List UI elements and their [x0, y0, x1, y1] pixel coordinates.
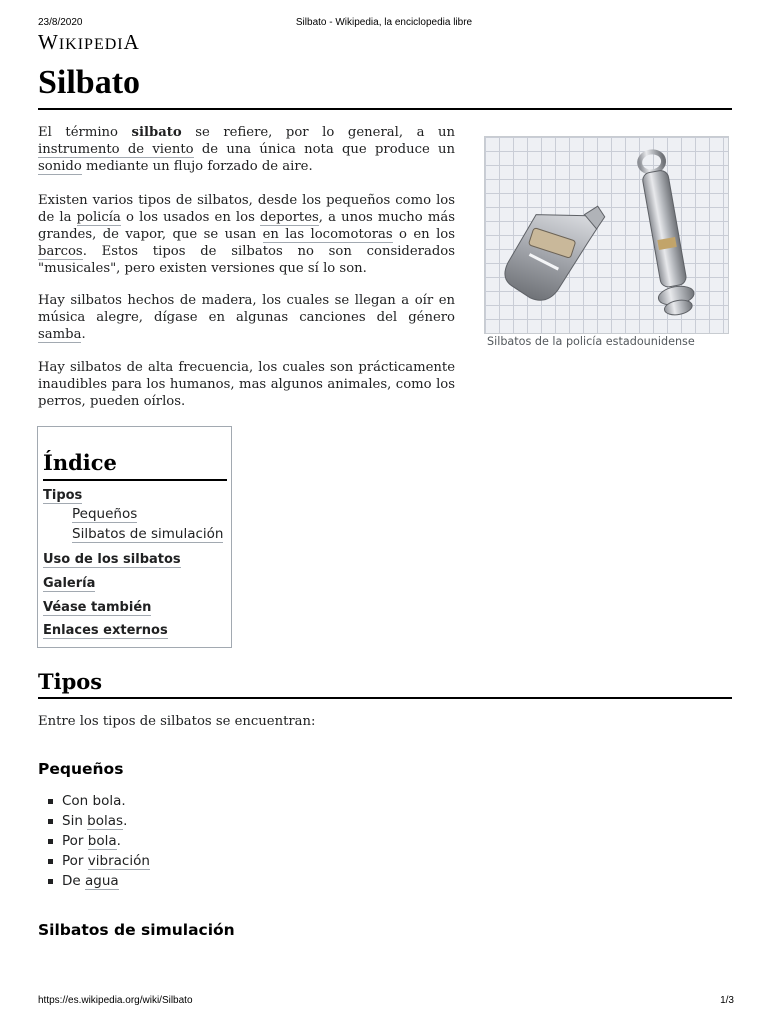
link-locomotoras[interactable]: en las locomotoras [262, 227, 393, 242]
long-whistle [633, 149, 697, 318]
print-date: 23/8/2020 [38, 17, 83, 28]
link-sonido[interactable]: sonido [38, 159, 82, 174]
link-vibracion[interactable]: vibración [87, 853, 150, 869]
toc-item-galeria[interactable]: Galería [43, 576, 96, 591]
tipos-intro: Entre los tipos de silbatos se encuentran: [38, 714, 316, 729]
list-item: Sin bolas. [46, 811, 150, 831]
list-item: De agua [46, 871, 150, 891]
small-whistle [499, 185, 607, 312]
section-divider-tipos [38, 697, 732, 699]
toc-title: Índice [43, 450, 117, 475]
link-policia[interactable]: policía [76, 210, 121, 225]
intro-paragraph-3: Hay silbatos hechos de madera, los cuales se llegan a oír en música alegre, dígase en algunas canciones del género samba. [38, 293, 455, 342]
pequenos-list [46, 791, 150, 891]
link-deportes[interactable]: deportes [259, 210, 319, 225]
print-page-title: Silbato - Wikipedia, la enciclopedia libre [295, 17, 473, 28]
title-divider [38, 108, 732, 110]
toc-divider [43, 479, 227, 481]
toc-item-vease[interactable]: Véase también [43, 600, 152, 615]
whistles-illustration [485, 137, 728, 333]
logo-letter-w: W [38, 30, 59, 54]
toc-item-uso[interactable]: Uso de los silbatos [43, 552, 181, 567]
toc-item-enlaces[interactable]: Enlaces externos [43, 623, 168, 638]
whistles-image[interactable] [484, 136, 729, 334]
toc-item-simulacion[interactable]: Silbatos de simulación [72, 526, 224, 542]
image-caption: Silbatos de la policía estadounidense [487, 335, 695, 348]
link-barcos[interactable]: barcos [38, 244, 83, 259]
logo-letter-a: A [123, 30, 140, 54]
toc-item-pequenos[interactable]: Pequeños [72, 506, 138, 522]
list-item: Con bola. [46, 791, 150, 811]
wikipedia-logo[interactable] [38, 30, 140, 55]
intro-paragraph-1: El término silbato se refiere, por lo general, a un instrumento de viento de una única nota que produce un sonido mediante un flujo forzado de aire. [38, 125, 456, 174]
list-item: Por bola. [46, 831, 150, 851]
link-agua[interactable]: agua [85, 873, 119, 889]
link-bola[interactable]: bola [87, 833, 117, 849]
page-title: Silbato [38, 64, 141, 101]
link-samba[interactable]: samba [38, 327, 82, 342]
intro-paragraph-2: Existen varios tipos de silbatos, desde los pequeños como los de la policía o los usados en los deportes, a unos mucho más grandes, de vapor, que se usan en las locomotoras o en los barcos. Estos tipos de silbatos no son considerados "musicales", pero existen versiones que sí lo son. [38, 193, 455, 276]
intro-paragraph-4: Hay silbatos de alta frecuencia, los cuales son prácticamente inaudibles para los humanos, mas algunos animales, como los perros, pueden oírlos. [38, 360, 455, 409]
link-instrumento-de-viento[interactable]: instrumento de viento [38, 142, 194, 157]
print-footer-page: 1/3 [720, 995, 734, 1006]
toc-item-tipos[interactable]: Tipos [43, 488, 83, 503]
link-bolas[interactable]: bolas [87, 813, 124, 829]
logo-letters-middle: IKIPEDI [58, 36, 124, 53]
subsection-heading-simulacion: Silbatos de simulación [38, 921, 235, 939]
term-bold: silbato [131, 125, 182, 140]
list-item: Por vibración [46, 851, 150, 871]
subsection-heading-pequenos: Pequeños [38, 760, 124, 778]
section-heading-tipos: Tipos [38, 669, 103, 694]
print-footer-url: https://es.wikipedia.org/wiki/Silbato [38, 995, 193, 1006]
